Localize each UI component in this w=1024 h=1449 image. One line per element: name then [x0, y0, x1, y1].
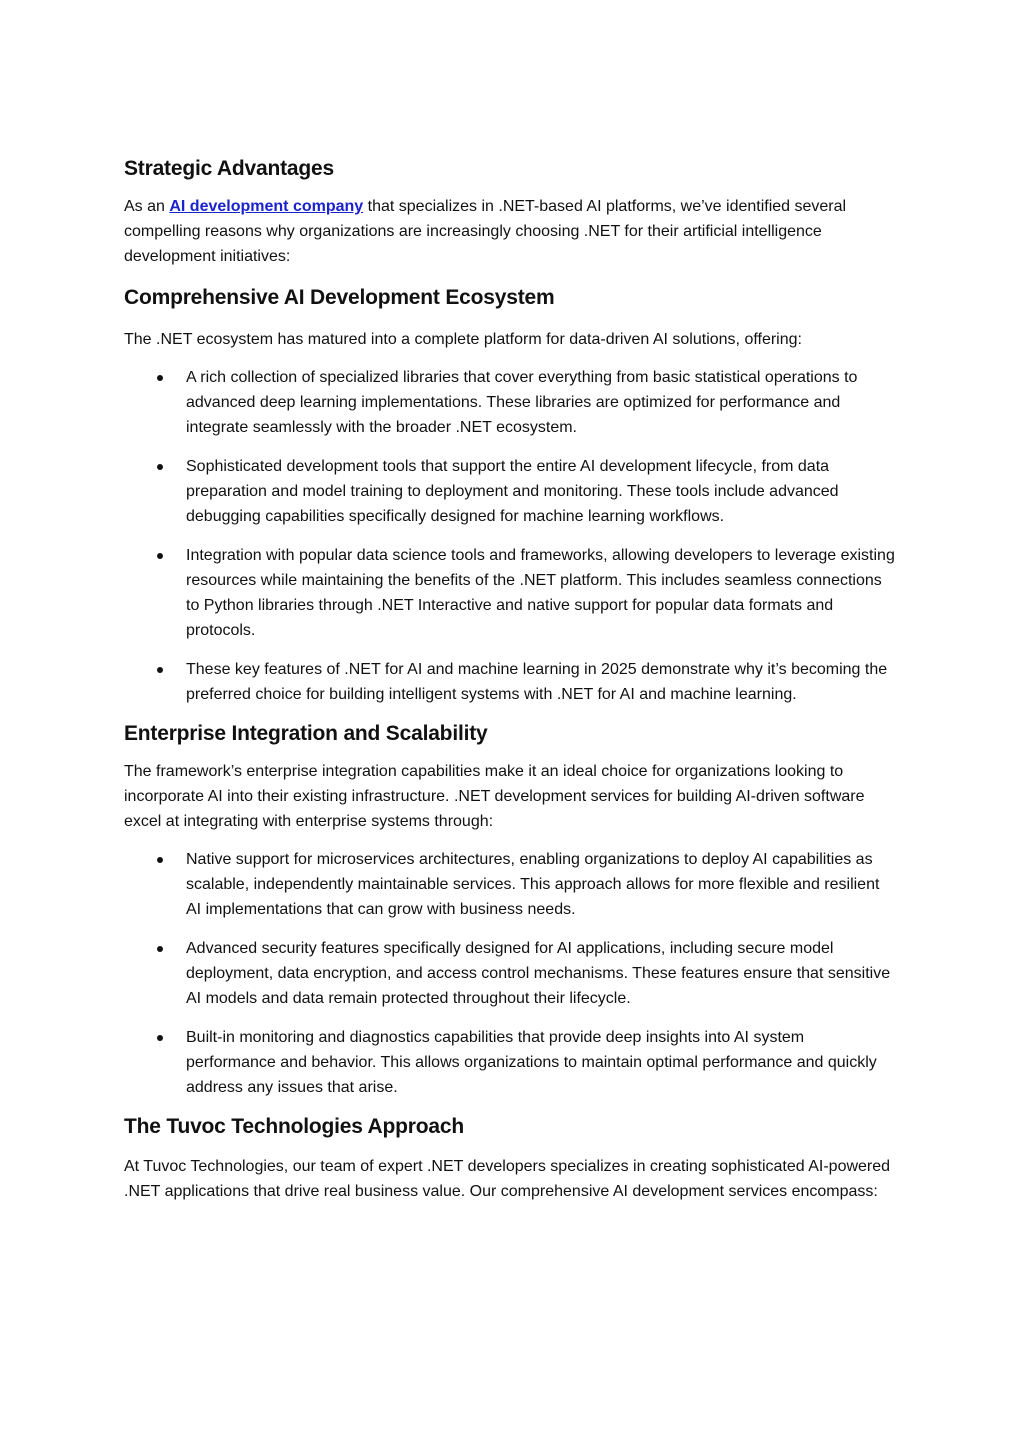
list-item: Integration with popular data science tools and frameworks, allowing developers to leverage existing resources while maintaining the benefits of the .NET platform. This includes seamless connections to Python libraries through .NET Interactive and native support for popular data formats and protocols.	[124, 543, 896, 643]
list-item: A rich collection of specialized libraries that cover everything from basic statistical operations to advanced deep learning implementations. These libraries are optimized for performance and integrate seamlessly with the broader .NET ecosystem.	[124, 365, 896, 440]
heading-ecosystem: Comprehensive AI Development Ecosystem	[124, 286, 555, 309]
heading-enterprise: Enterprise Integration and Scalability	[124, 722, 488, 745]
strategic-intro-suffix: that specializes in .NET-based AI platforms, we’ve identified several compelling reasons why organizations are increasingly choosing .NET for their artificial intelligence development initiatives:	[124, 198, 847, 265]
strategic-intro-paragraph	[124, 194, 896, 269]
ecosystem-intro-paragraph: The .NET ecosystem has matured into a complete platform for data-driven AI solutions, offering:	[124, 331, 802, 348]
ecosystem-bullet-list	[124, 365, 896, 707]
document-page	[124, 154, 896, 1204]
list-item: These key features of .NET for AI and machine learning in 2025 demonstrate why it’s becoming the preferred choice for building intelligent systems with .NET for AI and machine learning.	[124, 657, 896, 707]
list-item: Built-in monitoring and diagnostics capabilities that provide deep insights into AI system performance and behavior. This allows organizations to maintain optimal performance and quickly address any issues that arise.	[124, 1025, 896, 1100]
heading-tuvoc-approach: The Tuvoc Technologies Approach	[124, 1115, 464, 1138]
list-item: Advanced security features specifically designed for AI applications, including secure model deployment, data encryption, and access control mechanisms. These features ensure that sensitive AI models and data remain protected throughout their lifecycle.	[124, 936, 896, 1011]
enterprise-bullet-list	[124, 847, 896, 1100]
ai-development-company-link[interactable]: AI development company	[169, 198, 364, 215]
heading-strategic-advantages: Strategic Advantages	[124, 157, 334, 180]
strategic-intro-prefix: As an	[124, 198, 170, 215]
enterprise-intro-paragraph: The framework’s enterprise integration capabilities make it an ideal choice for organizations looking to incorporate AI into their existing infrastructure. .NET development services for building AI-driven software excel at integrating with enterprise systems through:	[124, 763, 865, 830]
list-item: Sophisticated development tools that support the entire AI development lifecycle, from data preparation and model training to deployment and monitoring. These tools include advanced debugging capabilities specifically designed for machine learning workflows.	[124, 454, 896, 529]
list-item: Native support for microservices architectures, enabling organizations to deploy AI capabilities as scalable, independently maintainable services. This approach allows for more flexible and resilient AI implementations that can grow with business needs.	[124, 847, 896, 922]
tuvoc-intro-paragraph: At Tuvoc Technologies, our team of expert .NET developers specializes in creating sophisticated AI-powered .NET applications that drive real business value. Our comprehensive AI development services encompass:	[124, 1158, 891, 1200]
